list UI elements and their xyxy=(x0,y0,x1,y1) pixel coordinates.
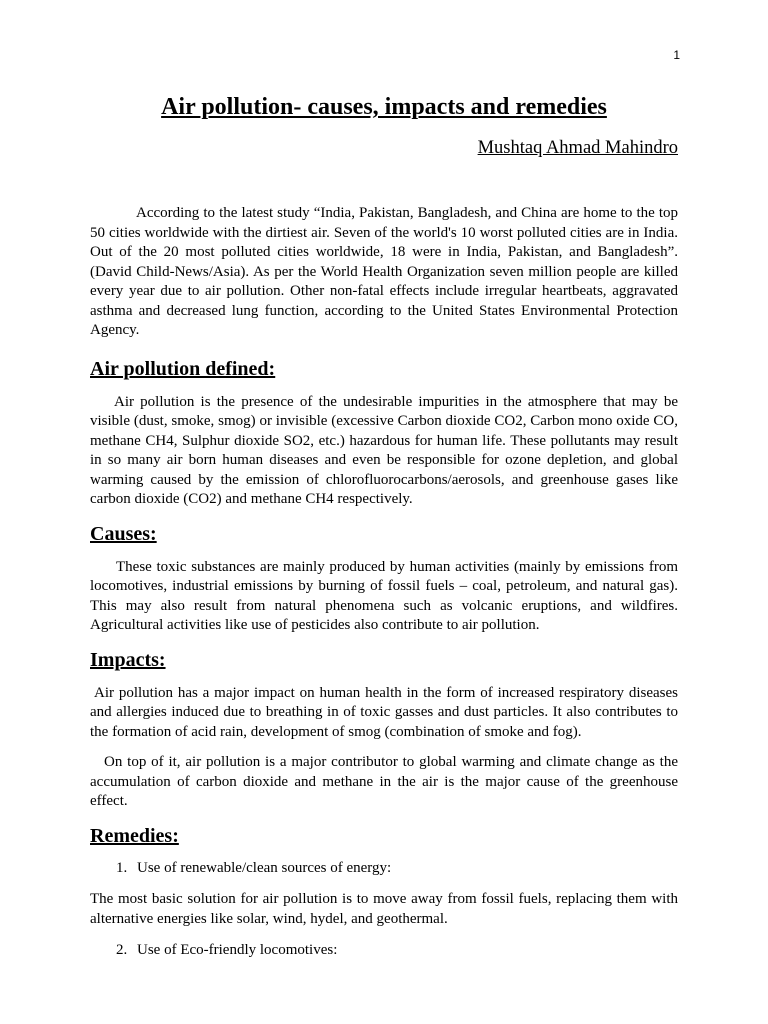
section-paragraph-causes: These toxic substances are mainly produced by human activities (mainly by emissions from locomotives, industrial emissions by burning of fossil fuels – coal, petroleum, and natural gas). This may also result from natural phenomena such as volcanic eruptions, and wildfires. Agricultural activities like use of pesticides also contribute to air pollution. xyxy=(90,558,678,633)
author-name: Mushtaq Ahmad Mahindro xyxy=(477,138,678,158)
section-paragraph-defined: Air pollution is the presence of the undesirable impurities in the atmosphere that may be visible (dust, smoke, smog) or invisible (excessive Carbon dioxide CO2, Carbon mono oxide CO, methane CH4, Sulphur dioxide SO2, etc.) hazardous for human life. These pollutants may result in so many air born human diseases and even be responsible for ozone depletion, and global warming caused by the emission of chlorofluorocarbons/aerosols, and greenhouse gases like carbon dioxide (CO2) and methane CH4 respectively. xyxy=(90,393,678,507)
document-title: Air pollution- causes, impacts and remedies xyxy=(161,94,607,120)
section-paragraph-impacts-1: Air pollution has a major impact on human health in the form of increased respiratory diseases and allergies induced due to breathing in of toxic gasses and dust particles. It also contributes to the formation of acid rain, development of smog (combination of smoke and fog). xyxy=(90,684,678,740)
list-item-label: Use of Eco-friendly locomotives: xyxy=(137,942,338,958)
list-item-label: Use of renewable/clean sources of energy: xyxy=(137,859,392,876)
section-paragraph-impacts-2: On top of it, air pollution is a major contributor to global warming and climate change as the accumulation of carbon dioxide and methane in the air is the major cause of the greenhouse effect. xyxy=(90,754,678,809)
list-item xyxy=(90,859,678,879)
intro-paragraph: According to the latest study “India, Pakistan, Bangladesh, and China are home to the top 50 cities worldwide with the dirtiest air. Seven of the world's 10 worst polluted cities are in India. Out of the 20 most polluted cities worldwide, 18 were in India, Pakistan, and Bangladesh”. (David Child-News/Asia). As per the World Health Organization seven million people are killed every year due to air pollution. Other non-fatal effects include irregular heartbeats, aggravated asthma and decreased lung function, according to the United States Environmental Protection Agency. xyxy=(90,205,678,338)
section-heading-causes: Causes: xyxy=(90,522,157,545)
list-item-number: 1. xyxy=(116,859,128,876)
section-heading-impacts: Impacts: xyxy=(90,648,166,671)
list-item xyxy=(90,941,678,961)
list-item-paragraph: The most basic solution for air pollution is to move away from fossil fuels, replacing them with alternative energies like solar, wind, hydel, and geothermal. xyxy=(90,891,678,927)
list-item-number: 2. xyxy=(116,942,128,958)
page-number: 1 xyxy=(673,48,680,62)
section-heading-remedies: Remedies: xyxy=(90,824,179,847)
section-heading-defined: Air pollution defined: xyxy=(90,357,276,380)
document-body xyxy=(90,92,678,961)
